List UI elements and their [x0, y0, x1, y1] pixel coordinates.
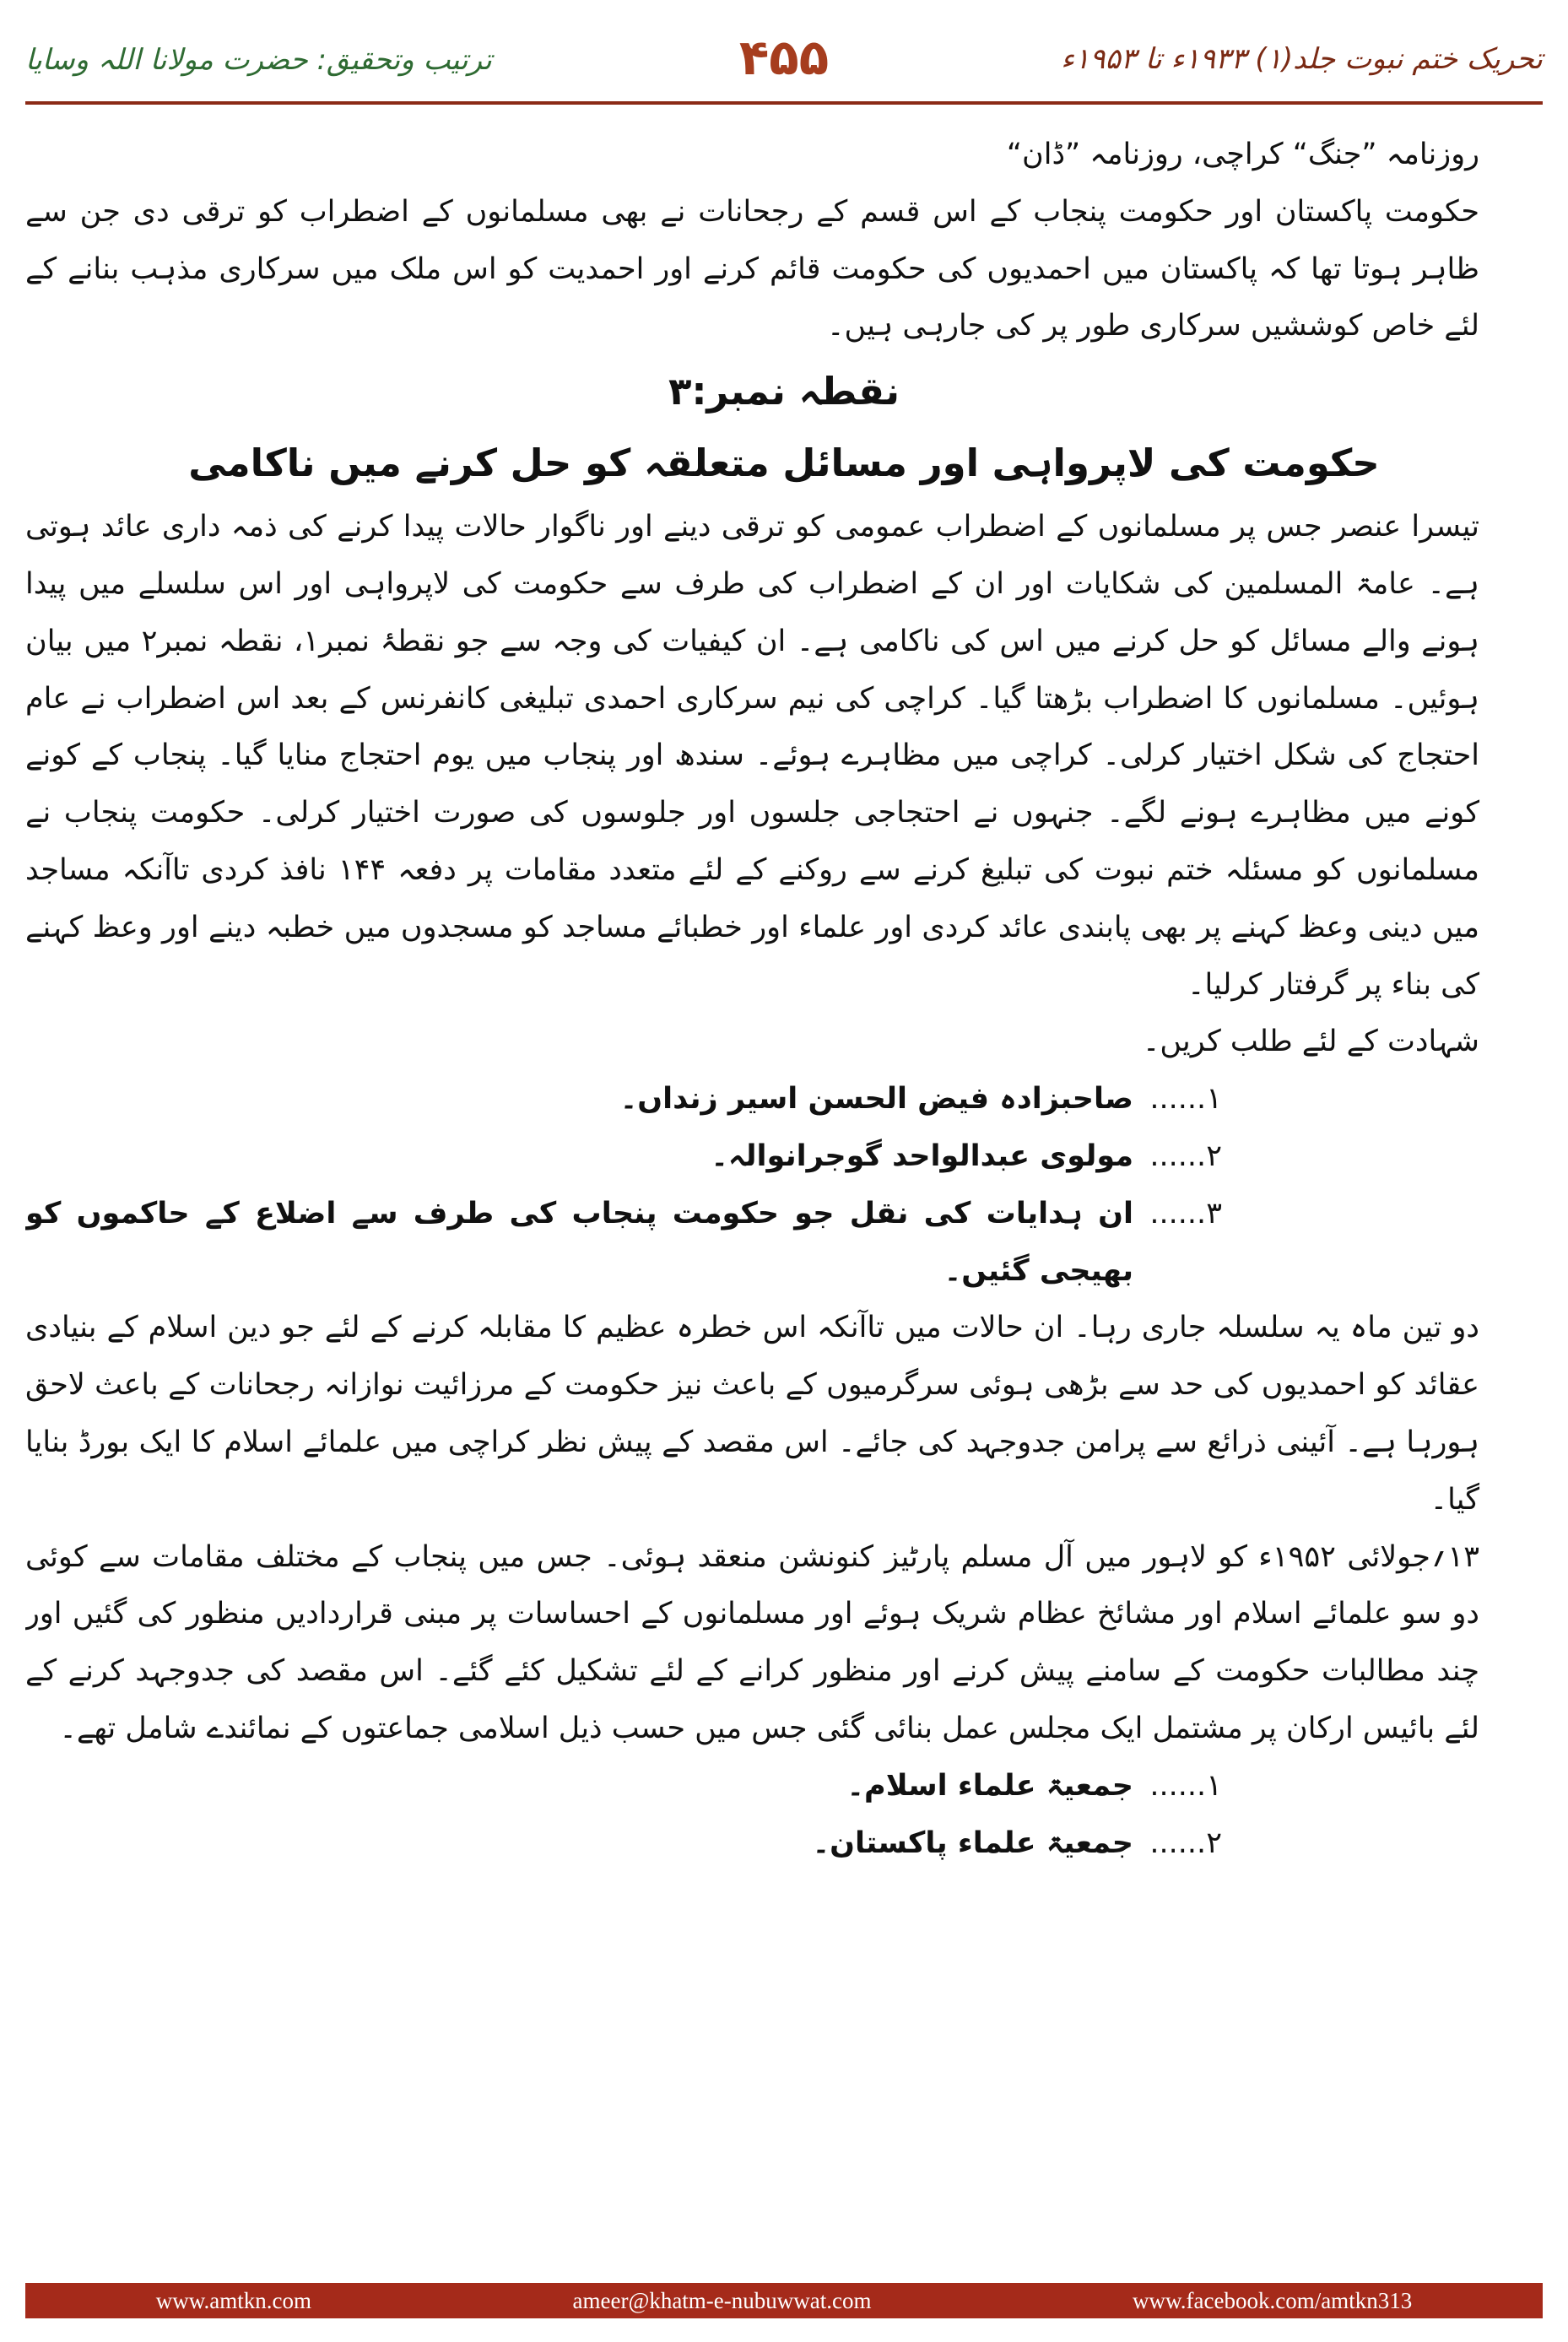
list-text: جمعیۃ علماء اسلام۔ [846, 1768, 1133, 1803]
email-link[interactable]: ameer@khatm-e-nubuwwat.com [572, 2287, 872, 2313]
list-text: صاحبزادہ فیض الحسن اسیر زنداں۔ [619, 1082, 1133, 1117]
section-number-heading: نقطہ نمبر:۳ [668, 369, 900, 414]
list-item [25, 1758, 1543, 1815]
list-item [25, 1815, 1543, 1873]
footer-bar [25, 2283, 1543, 2318]
paragraph-3: دو تین ماہ یہ سلسلہ جاری رہا۔ ان حالات میں تاآنکہ اس خطرہ عظیم کا مقابلہ کرنے کے لئے جو دین اسلام کے بنیادی عقائد کو احمدیوں کی حد سے بڑھی ہوئی سرگرمیوں کے باعث نیز حکومت کے مرزائیت نوازانہ رجحانات کے باعث لاحق ہورہا ہے۔ آئینی ذرائع سے پرامن جدوجہد کی جائے۔ اس مقصد کے پیش نظر کراچی میں علمائے اسلام کا ایک بورڈ بنایا گیا۔ [25, 1311, 1479, 1517]
list-number: ۲...... [1149, 1825, 1222, 1860]
list-text: مولوی عبدالواحد گوجرانوالہ۔ [711, 1139, 1133, 1173]
list-item [25, 1071, 1543, 1128]
paragraph-4: ۱۳؍جولائی ۱۹۵۲ء کو لاہور میں آل مسلم پارٹیز کنونشن منعقد ہوئی۔ جس میں پنجاب کے مختلف مقامات سے کوئی دو سو علمائے اسلام اور مشائخ عظام شریک ہوئے اور مسلمانوں کے احساسات پر مبنی قراردادیں منظور کی گئیں اور چند مطالبات حکومت کے سامنے پیش کرنے اور منظور کرانے کے لئے تشکیل کئے گئے۔ اس مقصد کی جدوجہد کرنے کے لئے بائیس ارکان پر مشتمل ایک مجلس عمل بنائی گئی جس میں حسب ذیل اسلامی جماعتوں کے نمائندے شامل تھے۔ [25, 1539, 1479, 1745]
list-number: ۲...... [1149, 1139, 1222, 1173]
section-title-heading: حکومت کی لاپرواہی اور مسائل متعلقہ کو حل کرنے میں ناکامی [188, 441, 1380, 486]
book-title: تحریک ختم نبوت جلد(۱) ۱۹۳۳ء تا ۱۹۵۳ء [1061, 42, 1543, 76]
list-item [25, 1186, 1543, 1301]
compiler-credit: ترتیب وتحقیق: حضرت مولانا اللہ وسایا [25, 43, 492, 77]
summon-line: شہادت کے لئے طلب کریں۔ [1142, 1025, 1479, 1059]
header-divider [25, 101, 1543, 105]
page-body [25, 127, 1543, 2186]
paragraph-1: حکومت پاکستان اور حکومت پنجاب کے اس قسم کے رجحانات نے بھی مسلمانوں کے اضطراب کو ترقی دی جن سے ظاہر ہوتا تھا کہ پاکستان میں احمدیوں کی حکومت قائم کرنے اور احمدیت کو اس ملک میں سرکاری مذہب بنانے کے لئے خاص کوششیں سرکاری طور پر کی جارہی ہیں۔ [25, 194, 1479, 343]
list-number: ۳...... [1149, 1196, 1222, 1230]
list-number: ۱...... [1149, 1082, 1222, 1117]
list-number: ۱...... [1149, 1768, 1222, 1803]
website-link[interactable]: www.amtkn.com [155, 2287, 311, 2313]
paragraph-2: تیسرا عنصر جس پر مسلمانوں کے اضطراب عمومی کو ترقی دینے اور ناگوار حالات پیدا کرنے کی ذمہ داری عائد ہوتی ہے۔ عامۃ المسلمین کی شکایات اور ان کے اضطراب کی طرف سے حکومت کی لاپرواہی اور اس سلسلے میں پیدا ہونے والے مسائل کو حل کرنے میں اس کی ناکامی ہے۔ ان کیفیات کی وجہ سے جو نقطۂ نمبر۱، نقطہ نمبر۲ میں بیان ہوئیں۔ مسلمانوں کا اضطراب بڑھتا گیا۔ کراچی کی نیم سرکاری احمدی تبلیغی کانفرنس کے بعد اس اضطراب نے عام احتجاج کی شکل اختیار کرلی۔ کراچی میں مظاہرے ہوئے۔ سندھ اور پنجاب میں یوم احتجاج منایا گیا۔ پنجاب کے کونے کونے میں مظاہرے ہونے لگے۔ جنہوں نے احتجاجی جلسوں اور جلوسوں کی صورت اختیار کرلی۔ حکومت پنجاب نے مسلمانوں کو مسئلہ ختم نبوت کی تبلیغ کرنے سے روکنے کے لئے متعدد مقامات پر دفعہ ۱۴۴ نافذ کردی تاآنکہ مساجد میں دینی وعظ کہنے پر بھی پابندی عائد کردی اور علماء اور خطبائے مساجد کو مسجدوں میں خطبہ دینے اور وعظ کہنے کی بناء پر گرفتار کرلیا۔ [25, 510, 1480, 1002]
list-text: جمعیۃ علماء پاکستان۔ [812, 1825, 1133, 1860]
source-citation: روزنامہ ”جنگ“ کراچی، روزنامہ ”ڈان“ [1006, 138, 1479, 171]
page-number: ۴۵۵ [738, 29, 830, 86]
list-item [25, 1128, 1543, 1186]
facebook-link[interactable]: www.facebook.com/amtkn313 [1133, 2287, 1413, 2313]
list-text: ان ہدایات کی نقل جو حکومت پنجاب کی طرف سے اضلاع کے حاکموں کو بھیجی گئیں۔ [25, 1196, 1133, 1288]
